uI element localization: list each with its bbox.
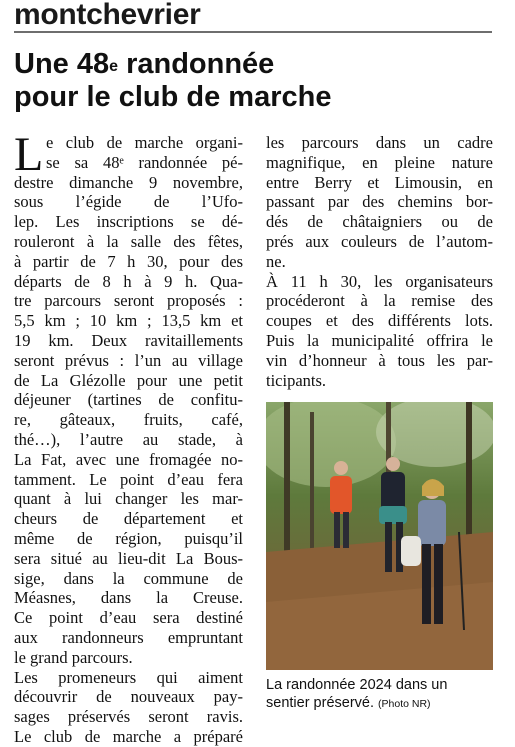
article-line: entre Berry et Limousin, en: [266, 172, 493, 192]
article-line: ticipants.: [266, 370, 327, 390]
drop-cap: L: [14, 128, 44, 181]
caption-line1: La randonnée 2024 dans un: [266, 677, 448, 693]
article-line: se sa 48ᵉ randonnée pé-: [46, 152, 243, 172]
section-town-name: montchevrier: [14, 0, 201, 31]
article-line: 19 km. Deux ravitaillements: [14, 330, 243, 350]
article-line: même de région, puisqu’il: [14, 528, 243, 548]
article-line: seront prévus : l’un au village: [14, 350, 243, 370]
article-line: 5,5 km ; 10 km ; 13,5 km et: [14, 311, 243, 331]
article-line: aux randonneurs empruntant: [14, 627, 243, 647]
article-line: prés aux couleurs de l’autom-: [266, 231, 493, 251]
article-line: e club de marche organi-: [46, 133, 243, 152]
article-line: sige, dans la commune de: [14, 568, 243, 588]
article-line: Puis la municipalité offrira le: [266, 330, 493, 350]
article-line: re, gâteaux, fruits, café,: [14, 410, 243, 430]
headline-line1-end: randonnée: [118, 48, 275, 80]
headline-line1-start: Une 48: [14, 48, 110, 80]
article-line: Ce point d’eau sera destiné: [14, 608, 243, 628]
article-line: magnifique, en pleine nature: [266, 152, 493, 172]
article-line: à partir de 7 h 30, pour des: [14, 251, 243, 271]
article-line: le grand parcours.: [14, 647, 133, 667]
article-line: de La Glézolle pour une petit: [14, 370, 243, 390]
article-line: les parcours dans un cadre: [266, 133, 493, 152]
article-line: déjeuner (tartines de confitu-: [14, 390, 243, 410]
caption-line2: sentier préservé.: [266, 695, 374, 711]
article-line: coupes et des différents lots.: [266, 311, 493, 331]
article-line: sera situé au lieu-dit La Bous-: [14, 548, 243, 568]
headline-superscript: e: [109, 58, 119, 75]
article-line: La Fat, avec une fromagée no-: [14, 449, 243, 469]
article-line: thé…), l’autre au stade, à: [14, 429, 243, 449]
article-line: quant à lui changer les mar-: [14, 489, 243, 509]
photo-credit: (Photo NR): [378, 698, 431, 710]
article-line: Les promeneurs qui aiment: [14, 667, 243, 687]
article-column-2: [266, 133, 493, 390]
hikers-photo-illustration: [266, 402, 493, 670]
article-line: ne.: [266, 251, 286, 271]
article-line: rouleront à la salle des fêtes,: [14, 231, 243, 251]
headline-line2: pour le club de marche: [14, 81, 332, 113]
article-photo: [266, 402, 493, 670]
article-line: vin d’honneur à tous les par-: [266, 350, 493, 370]
article-line: Le club de marche a préparé: [14, 726, 243, 746]
photo-caption: [266, 676, 493, 713]
article-line: tamment. Le point d’eau fera: [14, 469, 243, 489]
article-column-1: [14, 128, 243, 747]
article-line: destre dimanche 9 novembre,: [14, 172, 243, 192]
article-line: cheurs de département et: [14, 509, 243, 529]
article-line: procéderont à la remise des: [266, 291, 493, 311]
article-line: Méasnes, dans la Creuse.: [14, 588, 243, 608]
article-line: sages préservés seront ravis.: [14, 707, 243, 727]
article-line: départs de 8 h à 9 h. Qua-: [14, 271, 243, 291]
article-line: lep. Les inscriptions se dé-: [14, 212, 243, 232]
article-line: tre parcours seront proposés :: [14, 291, 243, 311]
article-line: dés de châtaigniers ou de: [266, 212, 493, 232]
article-line: sous l’égide de l’Ufo-: [14, 192, 243, 212]
article-line: passant par des chemins bor-: [266, 192, 493, 212]
article-line: À 11 h 30, les organisateurs: [266, 271, 493, 291]
article-headline: [14, 48, 494, 114]
article-line: découvrir de nouveaux pay-: [14, 687, 243, 707]
section-rule: [14, 31, 492, 33]
